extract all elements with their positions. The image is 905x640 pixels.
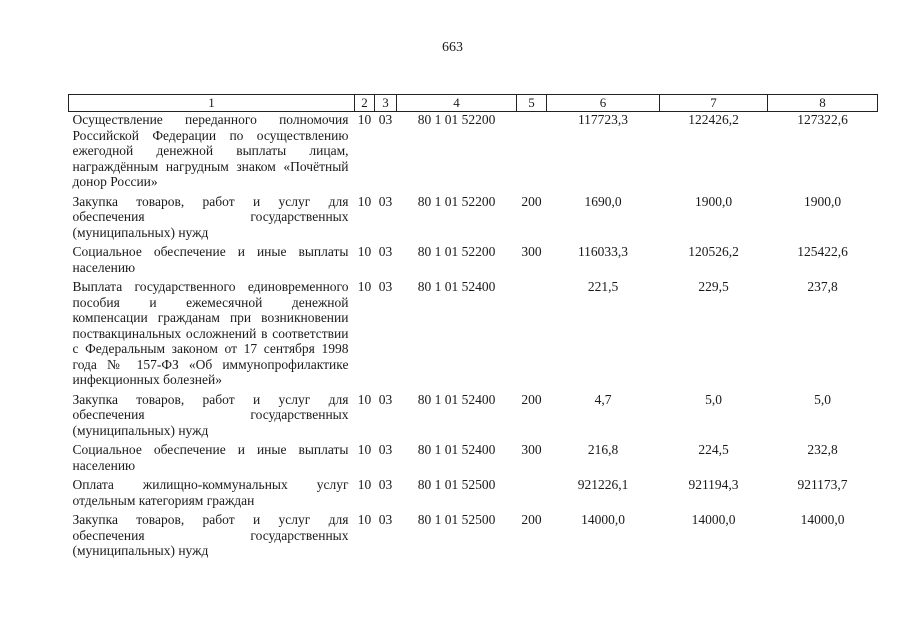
row-value-year-1: 216,8 <box>587 442 619 457</box>
row-expense-type: 200 <box>521 512 542 527</box>
row-subsection: 03 <box>378 112 393 127</box>
table-row <box>69 442 878 477</box>
row-name: Социальное обеспечение и иные выплаты населению <box>72 442 349 473</box>
table-row <box>69 279 878 392</box>
row-expense-type <box>517 279 547 392</box>
row-section: 10 <box>357 112 372 127</box>
row-subsection: 03 <box>378 193 393 209</box>
header-col-5: 5 <box>517 95 547 112</box>
header-col-1: 1 <box>69 95 355 112</box>
row-value-year-1: 921226,1 <box>577 477 629 492</box>
row-expense-type: 200 <box>521 391 542 407</box>
table-row <box>69 477 878 512</box>
table-header <box>69 95 878 112</box>
row-target-code: 80 1 01 52400 <box>417 442 496 457</box>
row-value-year-3: 237,8 <box>807 279 838 294</box>
header-col-3: 3 <box>375 95 397 112</box>
row-value-year-2: 122426,2 <box>688 112 739 127</box>
row-subsection: 03 <box>378 477 393 492</box>
row-value-year-2: 14000,0 <box>691 512 736 527</box>
row-value-year-3: 125422,6 <box>797 244 848 259</box>
row-value-year-1: 117723,3 <box>577 112 629 127</box>
row-name: Закупка товаров, работ и услуг для обеспечения государственных (муниципальных) нужд <box>72 193 349 240</box>
row-expense-type <box>517 112 547 194</box>
row-target-code: 80 1 01 52200 <box>417 112 496 127</box>
row-value-year-1: 221,5 <box>587 279 619 294</box>
header-col-8: 8 <box>768 95 878 112</box>
table-row <box>69 194 878 245</box>
row-value-year-2: 224,5 <box>698 442 729 457</box>
row-subsection: 03 <box>378 391 393 407</box>
row-section: 10 <box>357 244 372 259</box>
row-section: 10 <box>357 442 372 457</box>
table-row <box>69 244 878 279</box>
row-expense-type: 300 <box>521 442 542 457</box>
row-target-code: 80 1 01 52200 <box>417 244 496 259</box>
row-name: Социальное обеспечение и иные выплаты населению <box>72 244 349 275</box>
row-value-year-2: 1900,0 <box>694 193 733 209</box>
row-value-year-3: 921173,7 <box>797 477 848 492</box>
row-subsection: 03 <box>378 244 393 259</box>
table-row <box>69 392 878 443</box>
row-section: 10 <box>357 512 372 527</box>
row-section: 10 <box>357 391 372 407</box>
header-col-6: 6 <box>547 95 660 112</box>
row-name: Закупка товаров, работ и услуг для обеспечения государственных (муниципальных) нужд <box>72 512 349 558</box>
row-target-code: 80 1 01 52500 <box>417 512 496 527</box>
row-value-year-3: 232,8 <box>807 442 838 457</box>
header-row <box>69 95 878 112</box>
row-name: Осуществление переданного полномочия Российской Федерации по осуществлению ежегодной денежной выплаты лицам, награждённым нагрудным знаком «Почётный донор России» <box>72 112 349 189</box>
row-target-code: 80 1 01 52200 <box>417 193 496 209</box>
row-value-year-3: 1900,0 <box>803 193 842 209</box>
row-name: Выплата государственного единовременного пособия и ежемесячной денежной компенсации гражданам при возникновении поствакцинальных осложнений в соответствии с Федеральным законом от 17 сентября 1998 года № 157-ФЗ «Об иммунопрофилактике инфекционных болезней» <box>72 279 349 387</box>
row-subsection: 03 <box>378 279 393 294</box>
row-expense-type <box>517 477 547 512</box>
row-section: 10 <box>357 279 372 294</box>
row-value-year-2: 5,0 <box>705 391 722 407</box>
row-name: Закупка товаров, работ и услуг для обеспечения государственных (муниципальных) нужд <box>72 391 349 438</box>
row-target-code: 80 1 01 52500 <box>417 477 496 492</box>
row-section: 10 <box>357 477 372 492</box>
row-value-year-1: 116033,3 <box>577 244 629 259</box>
row-value-year-1: 1690,0 <box>584 193 622 209</box>
row-value-year-2: 120526,2 <box>688 244 739 259</box>
header-col-7: 7 <box>660 95 768 112</box>
row-value-year-2: 229,5 <box>698 279 729 294</box>
table-body <box>69 112 878 563</box>
row-value-year-2: 921194,3 <box>688 477 739 492</box>
row-subsection: 03 <box>378 442 393 457</box>
row-name: Оплата жилищно-коммунальных услуг отдельным категориям граждан <box>72 477 349 508</box>
row-value-year-3: 5,0 <box>814 391 831 407</box>
table-row <box>69 112 878 194</box>
table-row <box>69 512 878 563</box>
row-value-year-3: 14000,0 <box>800 512 845 527</box>
row-subsection: 03 <box>378 512 393 527</box>
budget-table <box>68 94 878 563</box>
row-value-year-1: 14000,0 <box>581 512 625 527</box>
header-col-2: 2 <box>355 95 375 112</box>
header-col-4: 4 <box>397 95 517 112</box>
row-target-code: 80 1 01 52400 <box>417 391 496 407</box>
page-number: 663 <box>442 40 463 55</box>
row-expense-type: 200 <box>521 193 542 209</box>
row-section: 10 <box>357 193 372 209</box>
row-value-year-1: 4,7 <box>594 391 612 407</box>
row-expense-type: 300 <box>521 244 542 259</box>
row-target-code: 80 1 01 52400 <box>417 279 496 294</box>
row-value-year-3: 127322,6 <box>797 112 848 127</box>
